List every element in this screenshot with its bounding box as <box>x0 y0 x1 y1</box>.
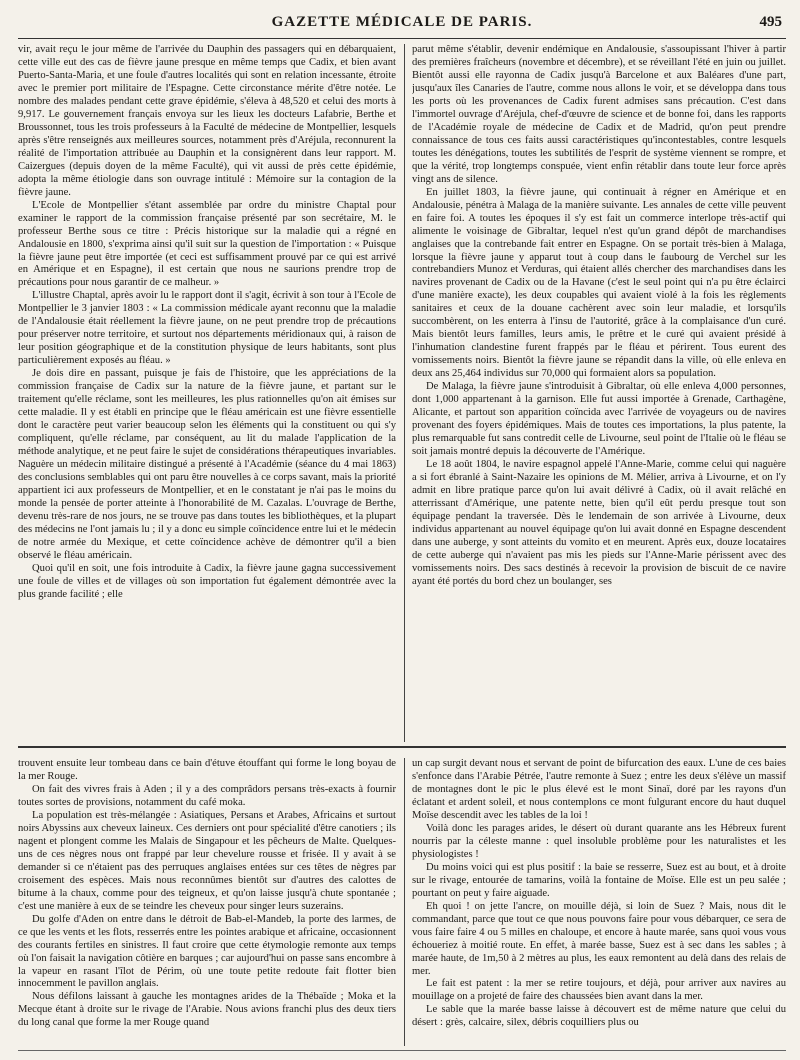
paragraph: Du moins voici qui est plus positif : la baie se resserre, Suez est au bout, et à droite sur le rivage, entourée de tamarins, voilà la fontaine de Moïse. Elle est un peu salée ; pourtant on peut y faire aiguade. <box>412 861 786 899</box>
paragraph: trouvent ensuite leur tombeau dans ce bain d'étuve étouffant qui forme le long boyau de la mer Rouge. <box>18 758 396 782</box>
paragraph: Eh quoi ! on jette l'ancre, on mouille déjà, si loin de Suez ? Mais, nous dit le commandant, parce que tout ce que nous pouvons faire pour vous débarquer, ce sera de vous faire faire 4 ou 5 milles en chaloupe, et encore à haute marée, sans quoi vous vous échoueriez à moitié route. En effet, à marée basse, Suez est à sec dans les sables ; à marée haute, de 1m,50 à 2 mètres au plus, les eaux remontent au delà dans des relais de mer. <box>412 900 786 977</box>
paragraph: Voilà donc les parages arides, le désert où durant quarante ans les Hébreux furent nourris par la céleste manne : quel insoluble problème pour les naturalistes et les physiologistes ! <box>412 822 786 860</box>
paragraph: vir, avait reçu le jour même de l'arrivée du Dauphin des passagers qui en débarquaient, cette ville eut des cas de fièvre jaune presque en même temps que Cadix, et bien avant Puerto-Santa-Maria, et une foule d'autres localités qui sont en relation incessante, étroite avec le premier port militaire de l'Espagne. Cette circonstance mérite d'être notée. Le nombre des malades pendant cette grave épidémie, s'éleva à 48,520 et celui des morts à 9,917. Le gouvernement français envoya sur les lieux les docteurs Lafabrie, Berthe et Broussonnet, tous les trois professeurs à la Faculté de médecine de Montpellier, lesquels après s'être renseignés aux meilleures sources, notamment près d'Aréjula, reconnurent la réalité de l'importation attribuée au Dauphin et la consignèrent dans leur rapport. M. Caizergues (depuis doyen de la même Faculté), qui vit aussi de près cette épidémie, adopta la même étiologie dans son ouvrage intitulé : Mémoire sur la contagion de la fièvre jaune. <box>18 44 396 198</box>
paragraph: Le 18 août 1804, le navire espagnol appelé l'Anne-Marie, comme celui qui naguère a si fort ébranlé à Saint-Nazaire les opinions de M. Mélier, arriva à Livourne, et on l'y admit en libre pratique parce qu'on lui avait délivré à Cadix, où il avait relâché en atterrissant d'Amérique, une patente nette, bien qu'il eût perdu presque tout son équipage pendant la traversée. Dès le lendemain de son arrivée à Livourne, deux individus appartenant au nouvel équipage qu'on lui avait donné en Espagne descendent dans une auberge, y sont atteints du vomito et en meurent. Après eux, douze locataires de cette auberge qui n'avaient pas mis les pieds sur l'Anne-Marie périssent avec des vomissements noirs. Des sacs destinés à recevoir la provision de biscuit de ce navire ayant été portés du bord chez un boulanger, ses <box>412 459 786 587</box>
bottom-article <box>18 758 786 1046</box>
paragraph: En juillet 1803, la fièvre jaune, qui continuait à régner en Amérique et en Andalousie, pénétra à Malaga de la manière suivante. Les annales de cette ville peuvent en faire foi. A toutes les époques il s'y est fait un commerce interlope très-actif qui alimente le voisinage de Gibraltar, lequel n'est qu'un grand dépôt de marchandises anglaises que la contrebande fait entrer en Espagne. On se portait très-bien à Malaga, lorsque la fièvre jaune y apparut tout à coup dans le faubourg de Verchel sur les contrebandiers Munoz et Verduras, qui étaient allés chercher des marchandises dans les navires provenant de Cadix ou de la Havane (c'est le seul point qui n'a pu être éclairci d'une manière exacte), les deux coupables qui avaient violé à la fois les règlements sanitaires et ceux de la douane cachèrent avec soin leur maladie, et lorsqu'ils succombèrent, on les enterra à l'insu de l'autorité, grâce à la complaisance d'un curé. Mais bientôt leurs familles, leurs amis, le prêtre et le curé qui avaient présidé à l'inhumation clandestine furent frappés par le fléau et périrent. Tous eurent des vomissements noirs. Bientôt la fièvre jaune se répandit dans la ville, où elle enleva en deux ans 25,464 individus sur 70,000 qui formaient alors sa population. <box>412 186 786 380</box>
paragraph: On fait des vivres frais à Aden ; il y a des comprâdors persans très-exacts à fournir toutes sortes de provisions, notamment du café moka. <box>18 783 396 808</box>
page-header <box>18 14 786 40</box>
footer-rule <box>18 1050 786 1051</box>
paragraph: Le fait est patent : la mer se retire toujours, et déjà, pour arriver aux navires au mouillage on a projeté de faire des chaussées bien avant dans la mer. <box>412 978 786 1003</box>
paragraph: La population est très-mélangée : Asiatiques, Persans et Arabes, Africains et surtout noirs Abyssins aux cheveux laineux. Ces derniers ont pour spécialité d'être canotiers ; ils nagent et plongent comme les Malais de Singapour et les pêcheurs de Malte. Quelques-uns de ces nègres nous ont frappé par leur chevelure rousse et frisée. Il y avait à se demander si ce n'étaient pas des perruques anglaises entées sur ces têtes de nègres par croisement des espèces. Mais nous reconnûmes bientôt sur d'autres des calottes de bitume à la chaux, comme pour des teigneux, et qu'on laisse jusqu'à chute spontanée ; c'est une manière à eux de se teindre les cheveux pour singer leurs suzerains. <box>18 809 396 912</box>
paragraph: De Malaga, la fièvre jaune s'introduisit à Gibraltar, où elle enleva 4,000 personnes, dont 1,000 appartenant à la garnison. Elle fut aussi importée à Grenade, Carthagène, Alicante, et partout son apparition coïncida avec l'arrivée de voyageurs ou de navires provenant des foyers épidémiques. Mais de toutes ces importations, la plus patente, la plus remarquable fut sans contredit celle de Livourne, seul point de l'Italie où le fléau se soit jamais montré depuis la découverte de l'Amérique. <box>412 381 786 458</box>
column-divider <box>404 758 405 1046</box>
top-article <box>18 44 786 742</box>
paragraph: L'illustre Chaptal, après avoir lu le rapport dont il s'agit, écrivit à son tour à l'Ecole de Montpellier le 3 janvier 1803 : « La commission médicale ayant reconnu que la maladie de l'Andalousie était réellement la fièvre jaune, on ne peut prendre trop de précautions pour préserver notre territoire, et surtout nos départements méridionaux qui, à raison de leur position géographique et de la constitution physique de leurs habitants, sont plus particulièrement exposés au fléau. » <box>18 290 396 367</box>
paragraph: parut même s'établir, devenir endémique en Andalousie, s'assoupissant l'hiver à partir des premières fraîcheurs (novembre et décembre), et se réveillant l'été en juin ou juillet. Bientôt aussi elle rayonna de Cadix jusqu'à Barcelone et aux Baléares d'une part, jusqu'aux îles Canaries de l'autre, comme nous allons le voir, et se développa dans tous les ports où les provenances de Cadix furent admises sans précaution. C'est dans l'immortel ouvrage d'Aréjula, chef-d'œuvre de science et de bonne foi, dans les rapports de l'Académie royale de médecine de Cadix et de Madrid, qu'on peut prendre connaissance de tous ces faits aussi caractéristiques qu'incontestables, contre lesquels toutes les dénégations, toutes les subtilités de l'esprit de système viennent se rompre, et que la vérité, trop longtemps conspuée, vient enfin rétablir dans toute leur force après vingt ans de silence. <box>412 44 786 185</box>
paragraph: Du golfe d'Aden on entre dans le détroit de Bab-el-Mandeb, la porte des larmes, de ce que les vents et les flots, resserrés entre les pointes arabique et africaine, occasionnent des courants fertiles en sinistres. Il faut croire que cette étymologie remonte aux temps où l'on faisait la navigation côtière en barques ; car aujourd'hui on passe sans encombre à la vapeur en rasant l'îlot de Périm, où une toute petite redoute fait flotter bien innocemment le pavillon anglais. <box>18 913 396 990</box>
paragraph: un cap surgit devant nous et servant de point de bifurcation des eaux. L'une de ces baies s'enfonce dans l'Arabie Pétrée, l'autre remonte à Suez ; entre les deux s'élève un massif de montagnes dont le pic le plus élevé est le mont Sinaï, doré par les rayons d'un éclatant et ardent soleil, et nous contemplons ce mont fulgurant encore du haut duquel Moïse descendit avec les tables de la loi ! <box>412 758 786 821</box>
paragraph: Je dois dire en passant, puisque je fais de l'histoire, que les appréciations de la commission française de Cadix sur la nature de la fièvre jaune, et partant sur le traitement qu'elle réclame, sont les meilleures, les plus rationnelles qu'on ait émises sur cette maladie. Il y est établi en principe que le fléau américain est une fièvre essentielle dont le caractère peut varier beaucoup selon les éléments qui la constituent ou qui s'y compliquent, qu'elle réclame, par conséquent, au lit du malade l'application de la méthode analytique, et ne peut faire le sujet de considérations thérapeutiques invariables. Naguère un médecin militaire distingué a présenté à l'Académie (séance du 4 mai 1863) des conclusions semblables qui ont paru être nouvelles à ce corps savant, mais la priorité appartient ici aux professeurs de Montpellier, et en le constatant je n'ai pas le moins du monde la pensée de porter atteinte à l'honorabilité de M. Cazalas. L'ouvrage de Berthe, devenu très-rare de nos jours, ne se trouve pas dans toutes les bibliothèques, et la plupart des médecins ne l'ont jamais lu ; il y a donc eu simple coïncidence entre lui et le médecin de notre armée du Mexique, et cette coïncidence achève de démontrer qu'il a bien observé le fléau américain. <box>18 368 396 561</box>
top-left-column <box>18 44 396 742</box>
section-divider <box>18 746 786 748</box>
bottom-left-column <box>18 758 396 1046</box>
paragraph: L'Ecole de Montpellier s'étant assemblée par ordre du ministre Chaptal pour examiner le rapport de la commission française présenté par son secrétaire, M. le professeur Berthe sous ce titre : Précis historique sur la maladie qui a régné en Andalousie en 1800, s'exprima ainsi qu'il suit sur la question de l'importation : « Puisque la fièvre jaune peut être importée (et ceci est suffisamment prouvé par ce qui est arrivé en Amérique et en Espagne), il est certain que nous ne saurions prendre trop de précautions pour nous garantir de ce malheur. » <box>18 199 396 289</box>
header-rule <box>18 38 786 39</box>
paragraph: Quoi qu'il en soit, une fois introduite à Cadix, la fièvre jaune gagna successivement une foule de villes et de villages où son importation fut également démontrée avec la plus grande facilité ; elle <box>18 562 396 600</box>
page-number: 495 <box>759 14 782 30</box>
paragraph: Nous défilons laissant à gauche les montagnes arides de la Thébaïde ; Moka et la Mecque étant à droite sur le rivage de l'Arabie. Nous avions franchi plus des deux tiers du long canal que forme la mer Rouge quand <box>18 991 396 1029</box>
journal-title: GAZETTE MÉDICALE DE PARIS. <box>271 14 533 30</box>
paragraph: Le sable que la marée basse laisse à découvert est de même nature que celui du désert : grès, calcaire, silex, débris coquilliers plus ou <box>412 1004 786 1029</box>
column-divider <box>404 44 405 742</box>
top-right-column <box>412 44 786 742</box>
bottom-right-column <box>412 758 786 1046</box>
